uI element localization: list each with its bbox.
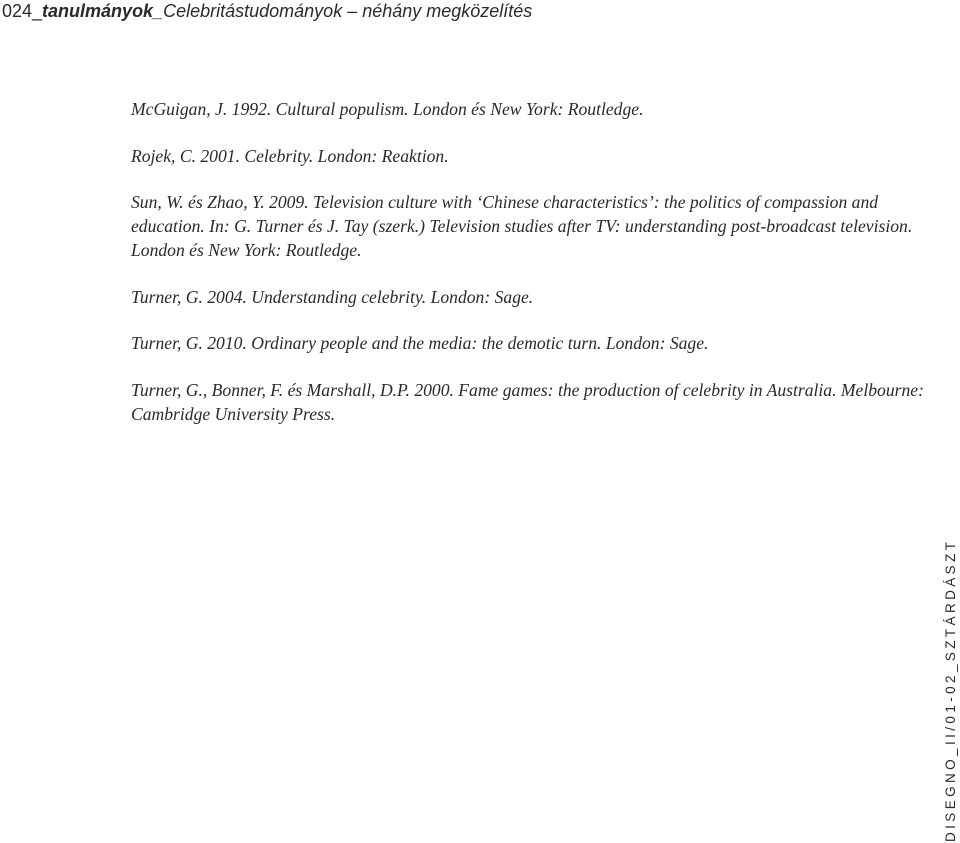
- reference-entry: Turner, G. 2004. Understanding celebrity. London: Sage.: [131, 286, 534, 307]
- reference-list: [131, 97, 931, 448]
- reference-entry: Rojek, C. 2001. Celebrity. London: Reaktion.: [131, 145, 449, 166]
- running-head: [2, 1, 532, 22]
- reference-entry: Turner, G., Bonner, F. és Marshall, D.P. 2000. Fame games: the production of celebrity in Australia. Melbourne: Cambridge University Press.: [131, 379, 924, 424]
- page-number: 024_: [2, 1, 43, 21]
- reference-entry: Turner, G. 2010. Ordinary people and the media: the demotic turn. London: Sage.: [131, 333, 709, 353]
- reference-entry: Sun, W. és Zhao, Y. 2009. Television culture with ‘Chinese characteristics’: the politics of compassion and education. In: G. Turner és J. Tay (szerk.) Television studies after TV: understanding post-broadcast television. London és New York: Routledge.: [131, 192, 913, 260]
- running-head-separator: _: [153, 1, 164, 21]
- section-name: tanulmányok: [42, 1, 154, 21]
- running-head-title: Celebritástudományok – néhány megközelítés: [163, 1, 533, 21]
- reference-entry: McGuigan, J. 1992. Cultural populism. London és New York: Routledge.: [131, 99, 644, 119]
- journal-side-label: DISEGNO_II/01-02_SZTÁRDÁSZT: [943, 538, 958, 842]
